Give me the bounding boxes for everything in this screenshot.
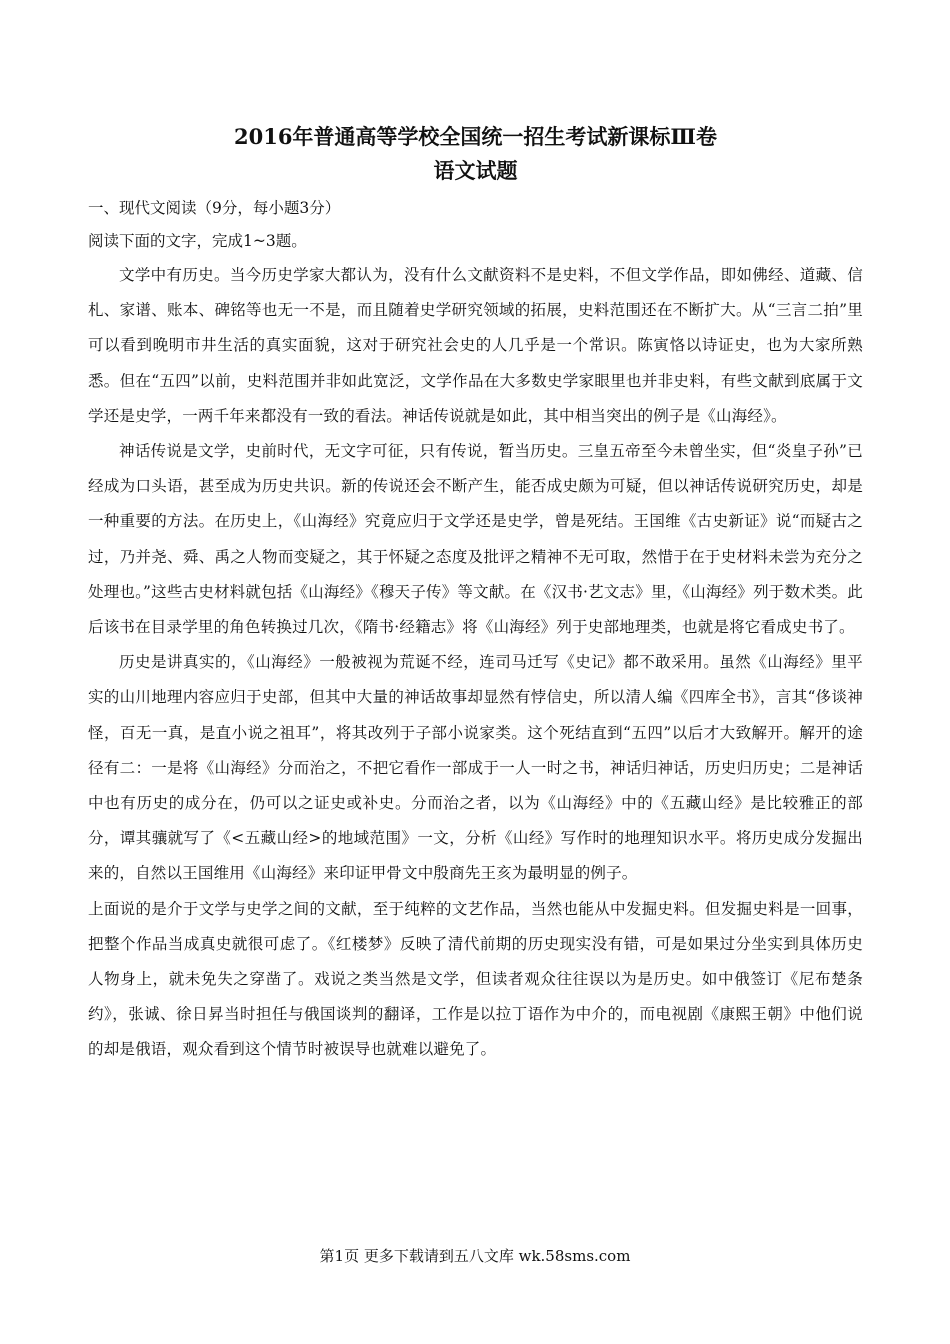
- reading-instruction: 阅读下面的文字，完成1~3题。: [88, 232, 307, 250]
- paragraph-2: 神话传说是文学，史前时代，无文字可征，只有传说，暂当历史。三皇五帝至今未曾坐实，但“炎皇子孙”已经成为口头语，甚至成为历史共识。新的传说还会不断产生，能否成史颇为可疑，但以神话传说研究历史，却是一种重要的方法。在历史上，《山海经》究竟应归于文学还是史学，曾是死结。王国维《古史新证》说“而疑古之过，乃并尧、舜、禹之人物而变疑之，其于怀疑之态度及批评之精神不无可取，然惜于在于史材料未尝为充分之处理也。”这些古史材料就包括《山海经》《穆天子传》等文献。在《汉书·艺文志》里，《山海经》列于数术类。此后该书在目录学里的角色转换过几次，《隋书·经籍志》将《山海经》列于史部地理类，也就是将它看成史书了。: [88, 442, 864, 637]
- document-subtitle: 语文试题: [433, 158, 518, 183]
- paragraph-3: 历史是讲真实的，《山海经》一般被视为荒诞不经，连司马迁写《史记》都不敢采用。虽然《山海经》里平实的山川地理内容应归于史部，但其中大量的神话故事却显然有悖信史，所以清人编《四库全书》，言其“侈谈神怪，百无一真，是直小说之祖耳”，将其改列于子部小说家类。这个死结直到“五四”以后才大致解开。解开的途径有二：一是将《山海经》分而治之，不把它看作一部成于一人一时之书，神话归神话，历史归历史；二是神话中也有历史的成分在，仍可以之证史或补史。分而治之者，以为《山海经》中的《五藏山经》是比较雅正的部分，谭其骧就写了《<五藏山经>的地域范围》一文，分析《山经》写作时的地理知识水平。将历史成分发掘出来的，自然以王国维用《山海经》来印证甲骨文中殷商先王亥为最明显的例子。: [88, 653, 863, 883]
- document-page: [88, 120, 863, 1068]
- paragraph-4: 上面说的是介于文学与史学之间的文献，至于纯粹的文艺作品，当然也能从中发掘史料。但发掘史料是一回事，把整个作品当成真史就很可虑了。《红楼梦》反映了清代前期的历史现实没有错，可是如果过分坐实到具体历史人物身上，就未免失之穿凿了。戏说之类当然是文学，但读者观众往往误以为是历史。如中俄签订《尼布楚条约》，张诚、徐日昇当时担任与俄国谈判的翻译，工作是以拉丁语作为中介的，而电视剧《康熙王朝》中他们说的却是俄语，观众看到这个情节时被误导也就难以避免了。: [88, 899, 863, 1059]
- paragraph-1: 文学中有历史。当今历史学家大都认为，没有什么文献资料不是史料，不但文学作品，即如佛经、道藏、信札、家谱、账本、碑铭等也无一不是，而且随着史学研究领域的拓展，史料范围还在不断扩大。从“三言二拍”里可以看到晚明市井生活的真实面貌，这对于研究社会史的人几乎是一个常识。陈寅恪以诗证史，也为大家所熟悉。但在“五四”以前，史料范围并非如此宽泛，文学作品在大多数史学家眼里也并非史料，有些文献到底属于文学还是史学，一两千年来都没有一致的看法。神话传说就是如此，其中相当突出的例子是《山海经》。: [88, 266, 863, 425]
- page-footer: 第1页 更多下载请到五八文库 wk.58sms.com: [319, 1247, 631, 1265]
- section-heading: 一、现代文阅读（9分，每小题3分）: [88, 199, 341, 217]
- document-title: 2016年普通高等学校全国统一招生考试新课标Ⅲ卷: [233, 124, 718, 149]
